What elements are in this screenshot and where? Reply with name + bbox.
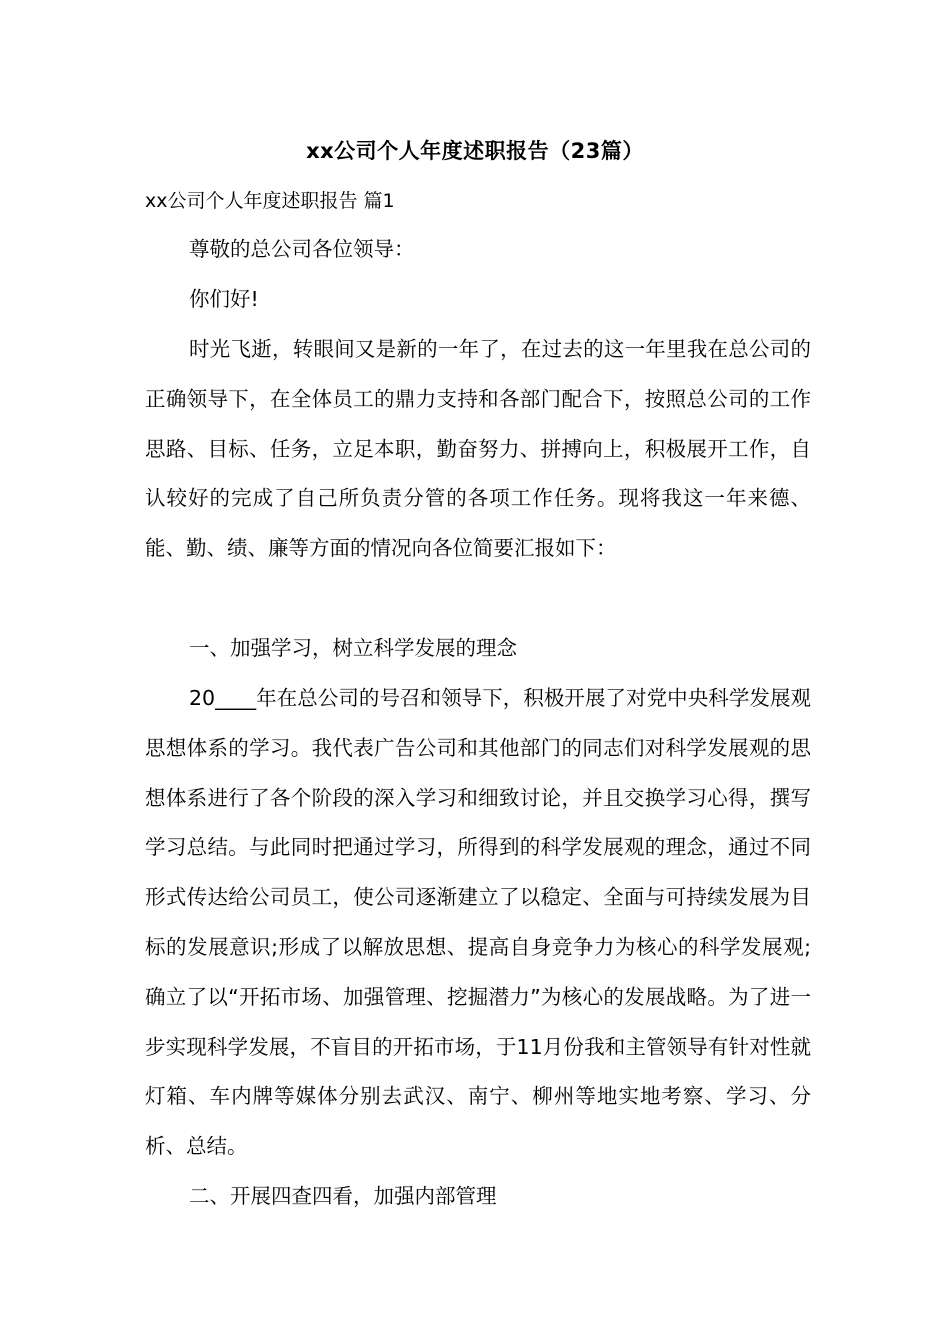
section1-body-paragraph: 20____年在总公司的号召和领导下，积极开展了对党中央科学发展观思想体系的学习。我代表广告公司和其他部门的同志们对科学发展观的思想体系进行了各个阶段的深入学习和细致讨论，并且交换学习心得，撰写学习总结。与此同时把通过学习，所得到的科学发展观的理念，通过不同形式传达给公司员工，使公司逐渐建立了以稳定、全面与可持续发展为目标的发展意识;形成了以解放思想、提高自身竞争力为核心的科学发展观;确立了以“开拓市场、加强管理、挖掘潜力”为核心的发展战略。为了进一步实现科学发展，不盲目的开拓市场，于11月份我和主管领导有针对性就灯箱、车内牌等媒体分别去武汉、南宁、柳州等地实地考察、学习、分析、总结。 bbox=[145, 686, 811, 1159]
document-title: xx公司个人年度述职报告（23篇） bbox=[306, 139, 644, 163]
report-subheading: xx公司个人年度述职报告 篇1 bbox=[145, 190, 395, 212]
greeting-paragraph: 尊敬的总公司各位领导： bbox=[189, 237, 415, 261]
hello-paragraph: 你们好! bbox=[189, 287, 259, 311]
intro-paragraph: 时光飞逝，转眼间又是新的一年了，在过去的这一年里我在总公司的正确领导下，在全体员工的鼎力支持和各部门配合下，按照总公司的工作思路、目标、任务，立足本职，勤奋努力、拼搏向上，积极展开工作，自认较好的完成了自己所负责分管的各项工作任务。现将我这一年来德、能、勤、绩、廉等方面的情况向各位简要汇报如下： bbox=[145, 337, 811, 561]
section1-heading: 一、加强学习，树立科学发展的理念 bbox=[189, 636, 517, 660]
section2-heading: 二、开展四查四看，加强内部管理 bbox=[189, 1184, 497, 1208]
